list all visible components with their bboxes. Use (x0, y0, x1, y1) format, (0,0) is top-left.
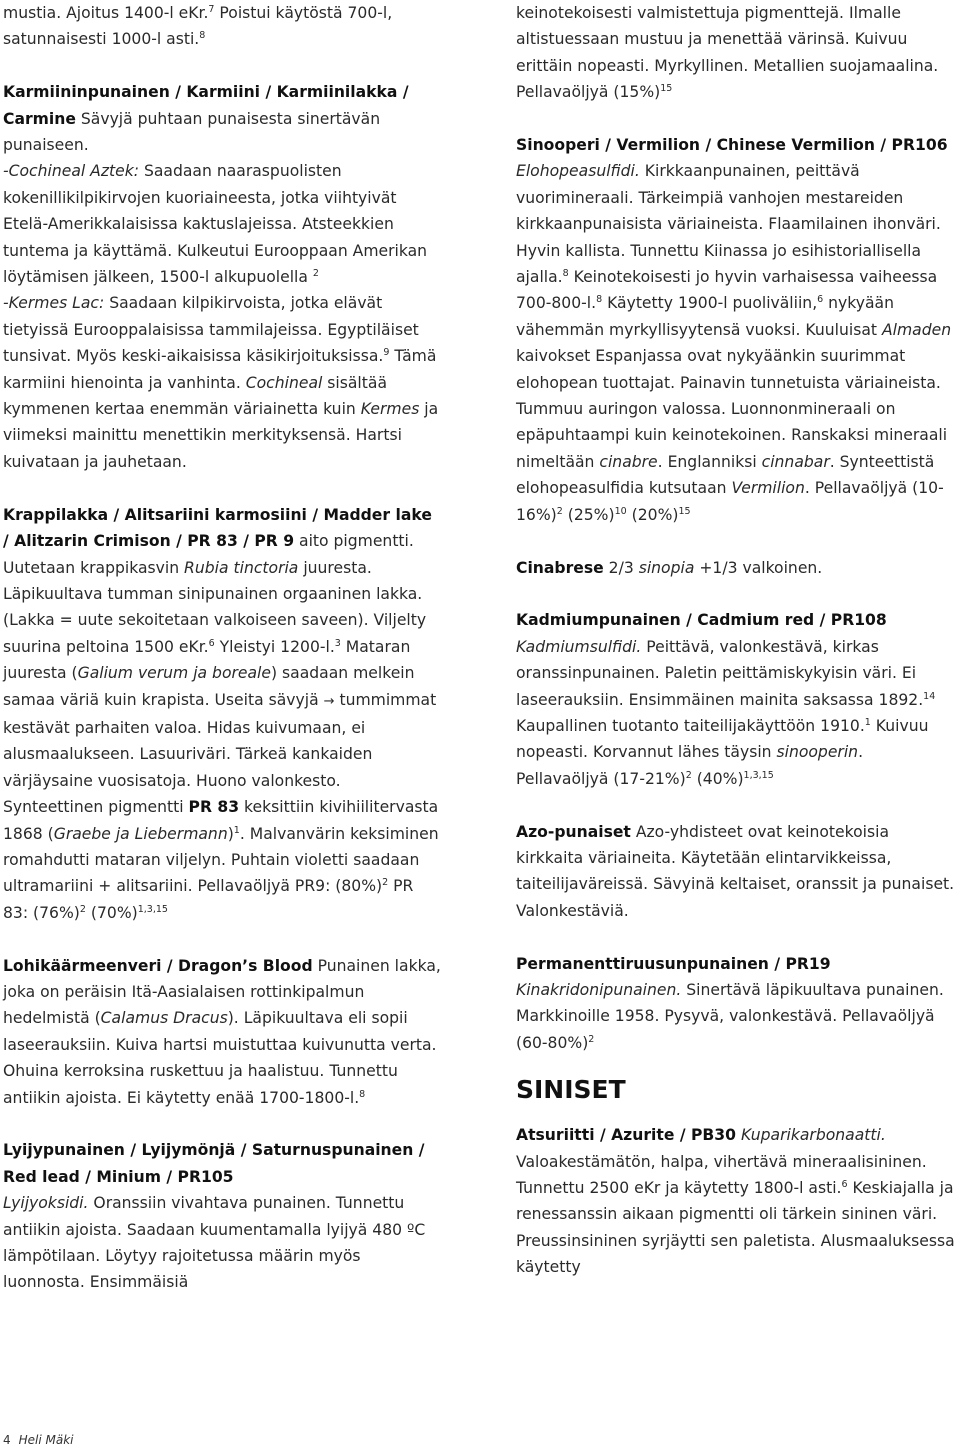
cochineal-label: -Cochineal Aztek: (3, 162, 140, 181)
right-column (516, 0, 956, 1281)
italic-term: Kermes (360, 400, 420, 419)
text: ). Läpikuultava eli sopii laseerauksiin. Kuiva hartsi muistuttaa kuivunutta verta. Ohuina kerroksina ruskettuu ja haalistuu. Tunnettu antiikin ajoista. Ei käytetty enää 1700-1800-l. (3, 1009, 437, 1107)
footnote-ref: 2 (79, 903, 86, 915)
footnote-ref: 1 (864, 716, 871, 728)
footnote-ref: 6 (208, 637, 215, 649)
footnote-ref: 3 (334, 637, 341, 649)
bold-term: PR 83 (188, 798, 240, 817)
italic-term: cinnabar (761, 452, 830, 471)
text: nykyään vähemmän myrkyllisyytensä vuoksi. Kuuluisat (516, 294, 894, 339)
paragraph-intro-left (3, 0, 443, 53)
italic-term: Lyijyoksidi. (3, 1194, 89, 1213)
italic-term: Kinakridonipunainen. (516, 980, 682, 999)
section-title-madder: Krappilakka / Alitsariini karmosiini / Madder lake / Alitzarin Crimison / PR 83 / PR 9 (3, 505, 432, 551)
text: . Malvanvärin keksiminen romahdutti mataran viljelyn. Puhtain violetti saadaan ultramariini + alitsariini. Pellavaöljyä PR9: (80%) (3, 824, 439, 896)
section-dragons-blood (3, 953, 443, 1111)
text: PR 83: (76%) (3, 877, 414, 922)
text: keinotekoisesti valmistettuja pigmenttejä. Ilmalle altistuessaan mustuu ja menettää värinsä. Kuivuu erittäin nopeasti. Myrkyllinen. Metallien suojamaalina. Pellavaöljyä (15%) (516, 4, 939, 102)
page-number: 4 (3, 1433, 11, 1447)
section-azo-reds (516, 819, 956, 925)
text: (25%) (562, 505, 615, 524)
italic-term: Elohopeasulfidi. (516, 162, 640, 181)
footnote-ref: 7 (208, 4, 215, 15)
text: Kaupallinen tuotanto taiteilijakäyttöön 1910. (516, 716, 865, 735)
footnote-ref: 8 (359, 1088, 366, 1100)
section-cadmium-red (516, 607, 956, 792)
italic-term: sinooperin (776, 743, 859, 762)
text: Sinertävä läpikuultava punainen. Markkinoille 1958. Pysyvä, valonkestävä. Pellavaöljyä (60-80%) (516, 980, 944, 1052)
section-madder (3, 502, 443, 927)
text: Sävyjä puhtaan punaisesta sinertävän punaiseen. (3, 109, 381, 155)
section-title-cinabrese: Cinabrese (516, 558, 604, 577)
footnote-ref: 15 (678, 505, 691, 517)
text: ja viimeksi mainittu menettikin merkityksensä. Hartsi kuivataan ja jauhetaan. (3, 400, 439, 471)
footnote-ref: 8 (199, 30, 206, 42)
text: +1/3 valkoinen. (694, 558, 823, 577)
section-title-carmine: Karmiininpunainen / Karmiini / Karmiinilakka / Carmine (3, 83, 409, 128)
italic-term: Rubia tinctoria (184, 558, 299, 577)
section-azurite (516, 1122, 956, 1280)
arrow-right-icon: → (323, 693, 335, 709)
footnote-ref: 2 (685, 769, 692, 781)
section-title-dragons-blood: Lohikäärmeenveri / Dragon’s Blood (3, 956, 313, 975)
text: ) (227, 824, 234, 843)
text: aito pigmentti. Uutetaan krappikasvin (3, 532, 414, 577)
text: Oranssiin vivahtava punainen. Tunnettu antiikin ajoista. Saadaan kuumentamalla lyijyä 480 ºC lämpötilaan. Löytyy rajoitetussa määrin myös luonnosta. Ensimmäisiä (3, 1194, 426, 1292)
footnote-ref: 2 (556, 505, 563, 517)
text: Punainen lakka, joka on peräisin Itä-Aasialaisen rottinkipalmun hedelmistä ( (3, 956, 441, 1028)
text: Keinotekoisesti jo hyvin varhaisessa vaiheessa 700-800-l. (516, 268, 938, 313)
text: Peittävä, valonkestävä, kirkas oranssinpunainen. Paletin peittämiskykyisin väri. Ei laseerauksiin. Ensimmäinen mainita saksassa 1892. (516, 637, 924, 709)
footnote-ref: 1,3,15 (743, 769, 774, 781)
footnote-ref: 2 (382, 877, 389, 889)
footnote-ref: 14 (923, 690, 936, 702)
text: Kuivuu nopeasti. Korvannut lähes täysin (516, 716, 929, 762)
page-footer (3, 1433, 74, 1447)
text: . Pellavaöljyä (17-21%) (516, 743, 864, 788)
section-carmine (3, 79, 443, 475)
footnote-ref: 1,3,15 (137, 903, 168, 915)
italic-term: Kadmiumsulfidi. (516, 637, 642, 656)
text: Kirkkaanpunainen, peittävä vuorimineraali. Tärkeimpiä vanhojen mestareiden kirkkaanpunaisista väriaineista. Flaamilainen ihonväri. Hyvin kallista. Tunnettu Kiinassa jo esihistoriallisella ajalla. (516, 162, 941, 287)
footnote-ref: 2 (312, 268, 319, 280)
italic-term: sinopia (638, 558, 695, 577)
footnote-ref: 8 (596, 294, 603, 306)
text: (70%) (85, 903, 138, 922)
italic-term: Graebe ja Liebermann (53, 824, 228, 843)
text: ) saadaan melkein samaa väriä kuin krapista. Useita sävyjä (3, 664, 415, 709)
text: sisältää kymmenen kertaa enemmän väriainetta kuin (3, 373, 387, 419)
section-cinabrese (516, 555, 956, 581)
text: 2/3 (603, 558, 639, 577)
kermes-label: -Kermes Lac: (3, 294, 105, 313)
text: (20%) (626, 505, 679, 524)
italic-term: Vermilion (731, 479, 805, 498)
footnote-ref: 8 (562, 268, 569, 280)
text: Mataran juuresta ( (3, 637, 411, 683)
text: Poistui käytöstä 700-l, satunnaisesti 1000-l asti. (3, 4, 393, 49)
italic-term: Cochineal (245, 373, 323, 392)
italic-term: Kuparikarbonaatti. (735, 1126, 886, 1145)
text: Tämä karmiini hienointa ja vanhinta. (3, 347, 437, 392)
section-title-azo-reds: Azo-punaiset (516, 822, 631, 841)
text: Azo-yhdisteet ovat keinotekoisia kirkkaita väriaineita. Käytetään elintarvikkeissa, taiteilijaväreissä. Sävyinä keltaiset, oranssit ja punaiset. Valonkestäviä. (516, 822, 955, 920)
text: Saadaan kilpikirvoista, jotka elävät tietyissä Eurooppalaisissa tammilajeissa. Egyptiläiset tunsivat. Myös keski-aikaisissa käsikirjoituksissa. (3, 294, 419, 366)
section-title-azurite: Atsuriitti / Azurite / PB30 (516, 1126, 736, 1145)
text: (40%) (691, 769, 744, 788)
text: mustia. Ajoitus 1400-l eKr. (3, 4, 209, 22)
text: Keskiajalla ja renessanssin aikaan pigmentti oli tärkein sininen väri. Preussinsininen syrjäytti sen paletista. Alusmaaluksessa käytetty (516, 1178, 955, 1277)
italic-term: cinabre (599, 452, 658, 471)
italic-term: Calamus Dracus (100, 1009, 228, 1028)
section-title-vermilion: Sinooperi / Vermilion / Chinese Vermilion / PR106 (516, 136, 948, 155)
footnote-ref: 15 (660, 83, 673, 95)
text: Valoakestämätön, halpa, vihertävä mineraalisininen. Tunnettu 2500 eKr ja käytetty 1800-l asti. (516, 1152, 927, 1197)
section-title-pr19: Permanenttiruusunpunainen / PR19 (516, 954, 831, 973)
text: Saadaan naaraspuolisten kokenillikilpikirvojen kuoriaineesta, jotka viihtyivät Etelä-Amerikkalaisissa kaktuslajeissa. Atsteekkien tuntema ja käyttämä. Kulkeutui Eurooppaan Amerikan löytämisen jälkeen, 1500-l alkupuolella (3, 162, 428, 287)
text: kaivokset Espanjassa ovat nykyäänkin suurimmat elohopean tuottajat. Painavin tunnetuista väriaineista. Tummuu auringon valossa. Luonnonmineraali on epäpuhtaampi kuin keinotekoinen. Ranskaksi mineraali nimeltään (516, 347, 948, 471)
footnote-ref: 9 (383, 347, 390, 359)
italic-term: Galium verum ja boreale (77, 664, 271, 683)
text: . Synteettistä elohopeasulfidia kutsutaan (516, 452, 935, 498)
footnote-ref: 10 (614, 505, 627, 517)
section-red-lead (3, 1137, 443, 1295)
section-pr19 (516, 951, 956, 1057)
footnote-ref: 6 (841, 1178, 848, 1190)
text: . Pellavaöljyä (10-16%) (516, 479, 944, 524)
section-title-red-lead: Lyijypunainen / Lyijymönjä / Saturnuspunainen / Red lead / Minium / PR105 (3, 1141, 425, 1186)
text: keksittiin kivihiilitervasta 1868 ( (3, 798, 439, 843)
footnote-ref: 1 (233, 824, 240, 836)
text: juuresta. Läpikuultava tumman sinipunainen orgaaninen lakka. (Lakka = uute sekoitetaan valkoiseen saveen). Viljelty suurina peltoina 1500 eKr. (3, 558, 427, 656)
footnote-ref: 2 (588, 1033, 595, 1045)
text: tummimmat kestävät parhaiten valoa. Hidas kuivumaan, ei alusmaalukseen. Lasuuriväri. Tärkeä kankaiden värjäysaine vuosisatoja. Huono valonkesto. Synteettinen pigmentti (3, 690, 437, 817)
footnote-ref: 6 (817, 294, 824, 306)
text: . Englanniksi (657, 452, 762, 471)
section-title-cadmium-red: Kadmiumpunainen / Cadmium red / PR108 (516, 611, 887, 630)
text: Yleistyi 1200-l. (214, 637, 335, 656)
author-name: Heli Mäki (18, 1433, 74, 1447)
italic-term: Almaden (881, 320, 952, 339)
heading-blues: SINISET (516, 1075, 626, 1105)
paragraph-intro-right (516, 0, 956, 106)
left-column (3, 0, 443, 1296)
section-vermilion (516, 132, 956, 528)
text: Käytetty 1900-l puoliväliin, (602, 294, 818, 313)
